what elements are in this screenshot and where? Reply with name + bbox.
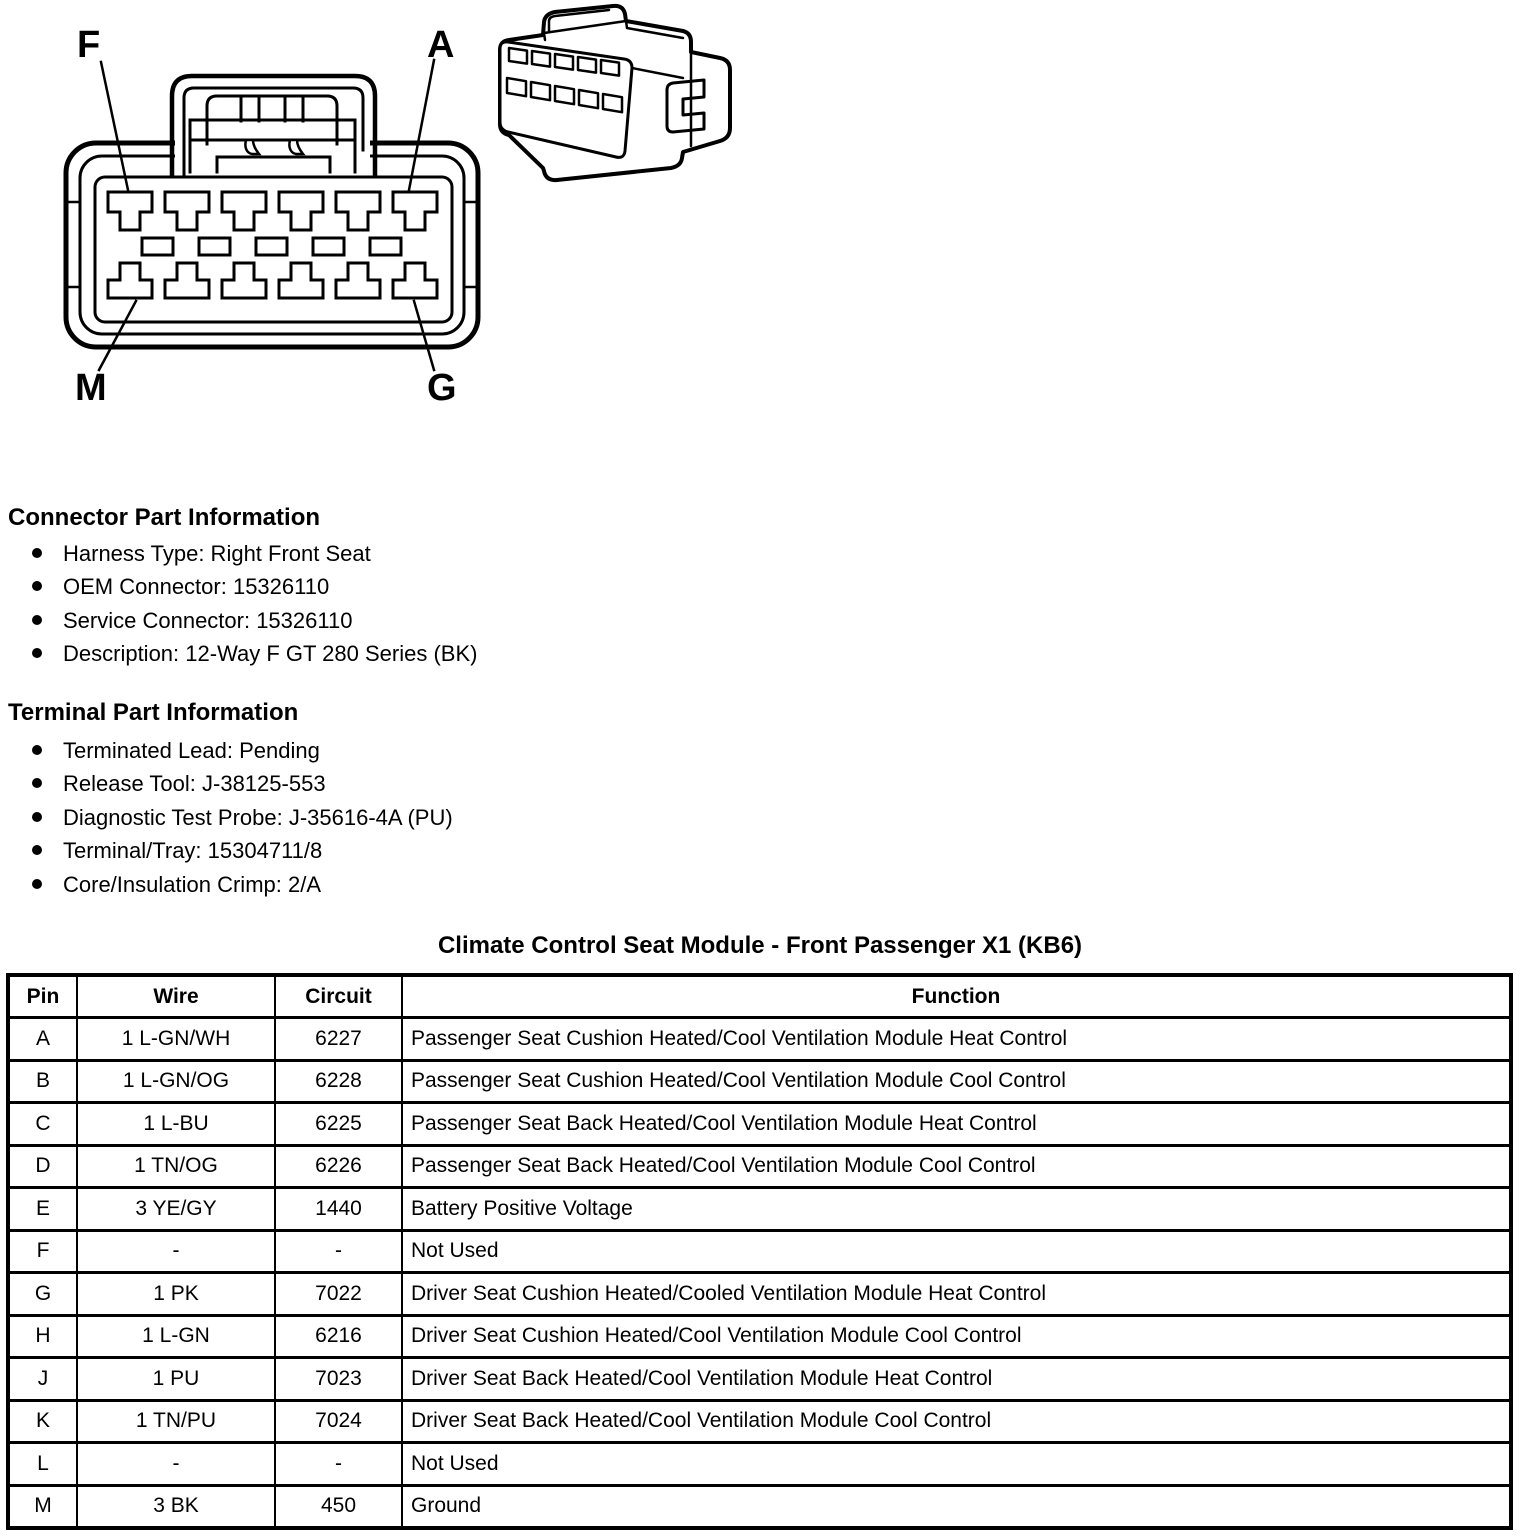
pinout-table [6, 973, 1513, 1530]
list-item [32, 576, 329, 598]
table-row [8, 1103, 1511, 1146]
release-tool-text: Release Tool: J-38125-553 [63, 771, 326, 796]
table-row [8, 1400, 1511, 1443]
leader-line-f [101, 62, 128, 190]
wire-cell: 1 PU [77, 1358, 275, 1401]
function-cell: Passenger Seat Cushion Heated/Cool Ventilation Module Cool Control [402, 1060, 1511, 1103]
function-cell: Passenger Seat Back Heated/Cool Ventilation Module Cool Control [402, 1145, 1511, 1188]
wire-cell: 1 TN/OG [77, 1145, 275, 1188]
list-item [32, 773, 326, 795]
wire-cell: 1 TN/PU [77, 1400, 275, 1443]
leader-line-a [409, 60, 434, 190]
table-row [8, 1230, 1511, 1273]
pin-cell: E [8, 1188, 77, 1231]
table-row [8, 1273, 1511, 1316]
function-cell: Driver Seat Back Heated/Cool Ventilation Module Heat Control [402, 1358, 1511, 1401]
wire-cell: 1 L-BU [77, 1103, 275, 1146]
list-item [32, 643, 477, 665]
list-item [32, 610, 352, 632]
terminated-lead-text: Terminated Lead: Pending [63, 738, 320, 763]
wire-cell: 1 L-GN/OG [77, 1060, 275, 1103]
index-keys [142, 238, 401, 255]
circuit-cell: 6226 [275, 1145, 402, 1188]
circuit-cell: 1440 [275, 1188, 402, 1231]
function-cell: Not Used [402, 1443, 1511, 1486]
bullet-icon [32, 581, 42, 591]
wire-cell: 3 YE/GY [77, 1188, 275, 1231]
table-row [8, 1188, 1511, 1231]
circuit-cell: 6228 [275, 1060, 402, 1103]
pin-cell: D [8, 1145, 77, 1188]
table-row [8, 1443, 1511, 1486]
wire-cell: 1 L-GN/WH [77, 1018, 275, 1061]
table-row [8, 1060, 1511, 1103]
table-row [8, 1018, 1511, 1061]
circuit-cell: 6227 [275, 1018, 402, 1061]
bullet-icon [32, 745, 42, 755]
circuit-cell: 6216 [275, 1315, 402, 1358]
pin-cell: L [8, 1443, 77, 1486]
pin-label-g: G [427, 367, 457, 409]
circuit-cell: - [275, 1230, 402, 1273]
circuit-cell: 6225 [275, 1103, 402, 1146]
pin-cell: B [8, 1060, 77, 1103]
table-row [8, 1145, 1511, 1188]
pin-label-m: M [75, 367, 107, 409]
connector-front-view [0, 0, 520, 430]
bullet-icon [32, 778, 42, 788]
list-item [32, 807, 453, 829]
function-cell: Not Used [402, 1230, 1511, 1273]
pin-cell: A [8, 1018, 77, 1061]
pin-cell: H [8, 1315, 77, 1358]
table-header-row [8, 975, 1511, 1018]
bullet-icon [32, 548, 42, 558]
function-cell: Battery Positive Voltage [402, 1188, 1511, 1231]
table-row [8, 1485, 1511, 1528]
pin-label-f: F [77, 24, 101, 66]
core-insulation-crimp-text: Core/Insulation Crimp: 2/A [63, 872, 321, 897]
wire-cell: - [77, 1443, 275, 1486]
terminal-tray-text: Terminal/Tray: 15304711/8 [63, 838, 323, 863]
lock-tab-band [190, 120, 355, 140]
pin-label-a: A [427, 24, 455, 66]
wire-cell: 3 BK [77, 1485, 275, 1528]
wire-cell: - [77, 1230, 275, 1273]
circuit-column-header: Circuit [275, 975, 402, 1018]
pin-cell: G [8, 1273, 77, 1316]
table-title: Climate Control Seat Module - Front Passenger X1 (KB6) [437, 932, 1083, 959]
terminal-row-bottom [108, 263, 437, 298]
bullet-icon [32, 615, 42, 625]
circuit-cell: 7022 [275, 1273, 402, 1316]
terminal-part-information-heading: Terminal Part Information [8, 698, 299, 726]
circuit-cell: 450 [275, 1485, 402, 1528]
table-row [8, 1315, 1511, 1358]
connector-part-information-heading: Connector Part Information [8, 503, 321, 531]
pin-cell: M [8, 1485, 77, 1528]
table-row [8, 1358, 1511, 1401]
bullet-icon [32, 879, 42, 889]
oem-connector-text: OEM Connector: 15326110 [63, 574, 330, 599]
circuit-cell: 7023 [275, 1358, 402, 1401]
list-item [32, 874, 321, 896]
connector-3d-view [487, 2, 743, 184]
diagnostic-test-probe-text: Diagnostic Test Probe: J-35616-4A (PU) [63, 805, 453, 830]
function-cell: Driver Seat Cushion Heated/Cool Ventilation Module Cool Control [402, 1315, 1511, 1358]
function-cell: Passenger Seat Back Heated/Cool Ventilation Module Heat Control [402, 1103, 1511, 1146]
wire-column-header: Wire [77, 975, 275, 1018]
description-text: Description: 12-Way F GT 280 Series (BK) [63, 641, 478, 666]
pin-cell: K [8, 1400, 77, 1443]
function-column-header: Function [402, 975, 1511, 1018]
list-item [32, 840, 322, 862]
service-connector-text: Service Connector: 15326110 [63, 608, 353, 633]
function-cell: Driver Seat Cushion Heated/Cooled Ventilation Module Heat Control [402, 1273, 1511, 1316]
bullet-icon [32, 648, 42, 658]
wire-cell: 1 L-GN [77, 1315, 275, 1358]
lock-tab-dividers [241, 97, 303, 121]
wire-cell: 1 PK [77, 1273, 275, 1316]
list-item [32, 740, 320, 762]
function-cell: Driver Seat Back Heated/Cool Ventilation Module Cool Control [402, 1400, 1511, 1443]
terminal-row-top [108, 192, 437, 230]
pin-cell: F [8, 1230, 77, 1273]
circuit-cell: 7024 [275, 1400, 402, 1443]
function-cell: Passenger Seat Cushion Heated/Cool Ventilation Module Heat Control [402, 1018, 1511, 1061]
pin-column-header: Pin [8, 975, 77, 1018]
circuit-cell: - [275, 1443, 402, 1486]
list-item [32, 543, 371, 565]
bullet-icon [32, 812, 42, 822]
function-cell: Ground [402, 1485, 1511, 1528]
pin-cell: J [8, 1358, 77, 1401]
pin-cell: C [8, 1103, 77, 1146]
harness-type-text: Harness Type: Right Front Seat [63, 541, 371, 566]
bullet-icon [32, 845, 42, 855]
